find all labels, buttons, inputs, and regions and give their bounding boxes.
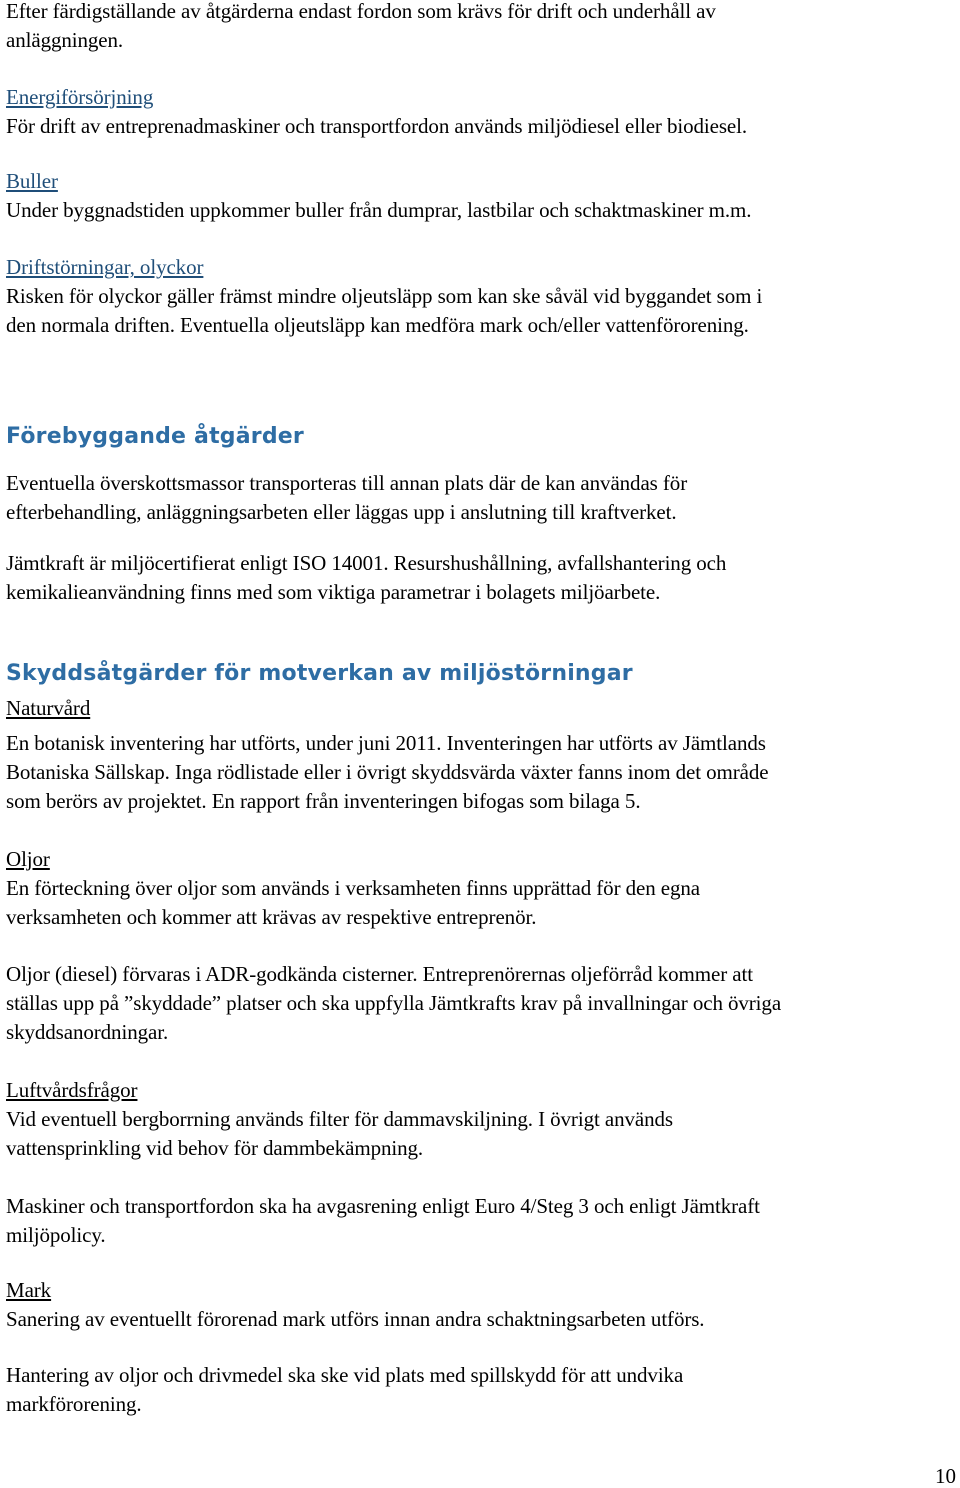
text-line: ställas upp på ”skyddade” platser och ska uppfylla Jämtkrafts krav på invallningar och övriga [6,991,782,1015]
text-line: Hantering av oljor och drivmedel ska ske vid plats med spillskydd för att undvika [6,1363,684,1387]
text-line: Sanering av eventuellt förorenad mark utförs innan andra schaktningsarbeten utförs. [6,1307,705,1331]
text-line: En botanisk inventering har utförts, under juni 2011. Inventeringen har utförts av Jämtlands [6,731,766,755]
paragraph-iso14001 [6,549,954,607]
section-mark [6,1276,954,1334]
text-line: skyddsanordningar. [6,1020,169,1044]
text-line: miljöpolicy. [6,1223,106,1247]
subheading-block-naturvard [6,694,954,723]
text-line: markförorening. [6,1392,142,1416]
text-line: Maskiner och transportfordon ska ha avgasrening enligt Euro 4/Steg 3 och enligt Jämtkraft [6,1194,760,1218]
paragraph-overskottsmassor [6,469,954,527]
text-line: Botaniska Sällskap. Inga rödlistade eller i övrigt skyddsvärda växter fanns inom det område [6,760,769,784]
text-line: Oljor (diesel) förvaras i ADR-godkända cisterner. Entreprenörernas oljeförråd kommer att [6,962,753,986]
section-oljor [6,845,954,932]
section-driftstorningar [6,253,954,340]
text-line: efterbehandling, anläggningsarbeten eller läggas upp i anslutning till kraftverket. [6,500,677,524]
text-line: den normala driften. Eventuella oljeutsläpp kan medföra mark och/eller vattenförorening. [6,313,749,337]
subheading-energiforsorjning: Energiförsörjning [6,85,154,109]
text-line: Under byggnadstiden uppkommer buller från dumprar, lastbilar och schaktmaskiner m.m. [6,198,752,222]
text-line: anläggningen. [6,28,124,52]
text-line: vattensprinkling vid behov för dammbekämpning. [6,1136,424,1160]
page-number: 10 [935,1464,956,1488]
text-line: Efter färdigställande av åtgärderna endast fordon som krävs för drift och underhåll av [6,0,716,23]
text-line: Jämtkraft är miljöcertifierat enligt ISO 14001. Resurshushållning, avfallshantering och [6,551,727,575]
paragraph-hantering [6,1361,954,1419]
paragraph-naturvard [6,729,954,816]
subheading-buller: Buller [6,169,58,193]
heading-forebyggande-atgarder: Förebyggande åtgärder [6,424,304,449]
subheading-driftstorningar: Driftstörningar, olyckor [6,255,204,279]
heading-skyddsatgarder: Skyddsåtgärder för motverkan av miljöstörningar [6,661,633,686]
subheading-luftvardsfragor: Luftvårdsfrågor [6,1078,138,1102]
text-line: Risken för olyckor gäller främst mindre oljeutsläpp som kan ske såväl vid byggandet som i [6,284,763,308]
text-line: En förteckning över oljor som används i verksamheten finns upprättad för den egna [6,876,701,900]
text-line: Eventuella överskottsmassor transporteras till annan plats där de kan användas för [6,471,688,495]
paragraph-oljor-diesel [6,960,954,1047]
section-luftvardsfragor [6,1076,954,1163]
text-line: kemikalieanvändning finns med som viktiga parametrar i bolagets miljöarbete. [6,580,661,604]
text-line: som berörs av projektet. En rapport från inventeringen bifogas som bilaga 5. [6,789,641,813]
text-line: verksamheten och kommer att krävas av respektive entreprenör. [6,905,537,929]
text-line: Vid eventuell bergborrning används filter för dammavskiljning. I övrigt används [6,1107,673,1131]
section-buller [6,167,954,225]
subheading-mark: Mark [6,1278,52,1302]
paragraph-intro [6,0,954,55]
subheading-oljor: Oljor [6,847,50,871]
paragraph-avgasrening [6,1192,954,1250]
section-energiforsorjning [6,83,954,141]
text-line: För drift av entreprenadmaskiner och transportfordon används miljödiesel eller biodiesel. [6,114,748,138]
subheading-naturvard: Naturvård [6,696,91,720]
